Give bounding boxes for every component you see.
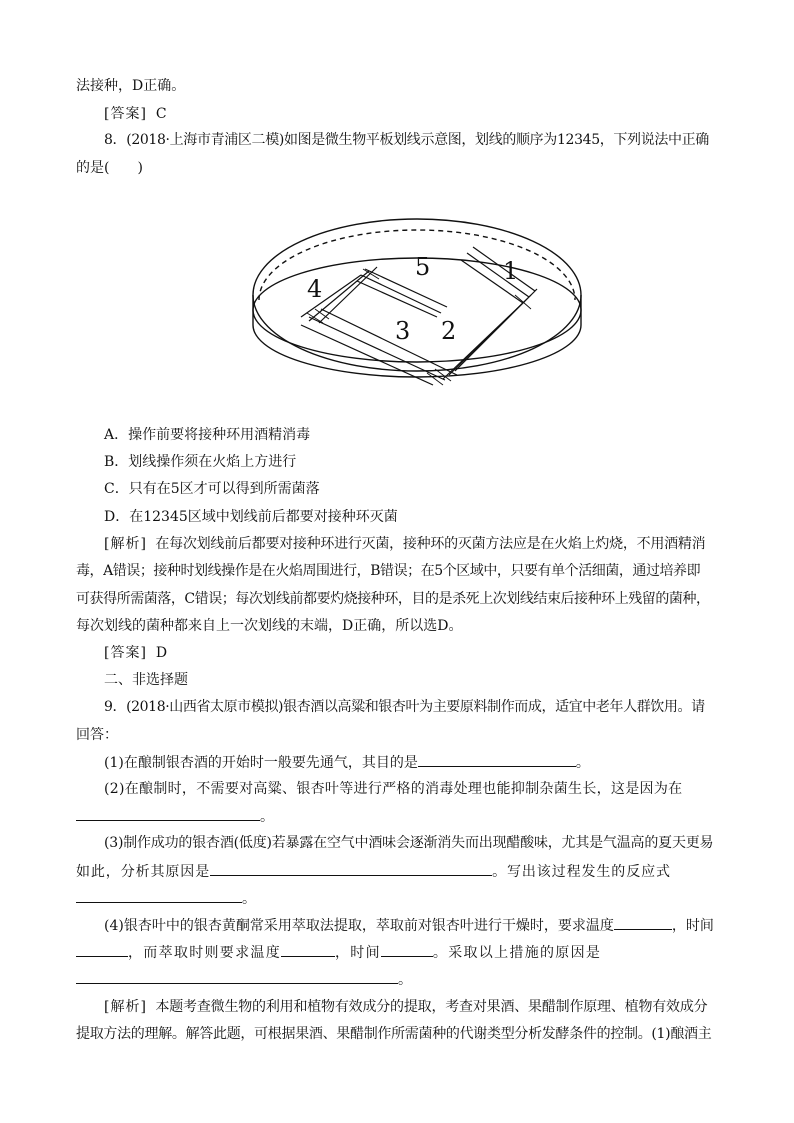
zone-label-1: 1	[503, 257, 519, 285]
question-8-line2: 的是( )	[76, 160, 143, 176]
answer-blank[interactable]	[76, 969, 398, 984]
explanation-line4: 每次划线的菌种都来自上一次划线的末端，D正确，所以选D。	[76, 618, 463, 634]
explanation-2-line1	[104, 997, 724, 1017]
sub-question-1	[104, 752, 724, 773]
answer-value: C	[155, 106, 167, 122]
sub-question-text: 如此，分析其原因是	[76, 864, 211, 880]
explanation-label: [解析]	[104, 999, 147, 1015]
explanation-text: 本题考查微生物的利用和植物有效成分的提取，考查对果酒、果醋制作原理、植物有效成分	[155, 999, 708, 1015]
streak-plate-figure	[245, 205, 590, 405]
answer-label: [答案]	[104, 106, 147, 122]
zone-label-3: 3	[395, 317, 411, 345]
option-a: A．操作前要将接种环用酒精消毒	[104, 427, 311, 443]
answer-blank[interactable]	[281, 942, 335, 957]
sub-question-text: 。采取以上措施的原因是	[432, 945, 602, 961]
question-9-line2: 回答：	[76, 727, 118, 743]
sub-question-2-blank-line	[76, 806, 726, 827]
sub-question-text: ，而萃取时则要求温度	[128, 945, 281, 961]
punctuation: 。	[398, 972, 412, 988]
sub-question-text: (1)在酿制银杏酒的开始时一般要先通气，其目的是	[104, 755, 418, 771]
explanation-2-line2: 提取方法的理解。解答此题，可根据果酒、果醋制作所需菌种的代谢类型分析发酵条件的控制。(1)酿酒主	[76, 1026, 712, 1042]
answer-blank[interactable]	[76, 888, 242, 903]
answer-label: [答案]	[104, 645, 147, 661]
option-d: D．在12345区域中划线前后都要对接种环灭菌	[104, 509, 398, 525]
answer-blank[interactable]	[418, 752, 576, 767]
explanation-text: 在每次划线前后都要对接种环进行灭菌，接种环的灭菌方法应是在火焰上灼烧，不用酒精消	[155, 536, 706, 552]
text-line: 法接种，D正确。	[76, 78, 186, 94]
option-c: C．只有在5区才可以得到所需菌落	[104, 481, 320, 497]
answer-blank[interactable]	[381, 942, 433, 957]
answer-blank[interactable]	[614, 915, 672, 930]
section-heading: 二、非选择题	[104, 672, 188, 688]
answer-line	[104, 643, 724, 663]
sub-question-text: ，时间	[671, 918, 714, 934]
sub-question-4	[104, 915, 724, 936]
zone-label-2: 2	[441, 317, 457, 345]
sub-question-2: (2)在酿制时，不需要对高粱、银杏叶等进行严格的消毒处理也能抑制杂菌生长，这是因为在	[104, 781, 683, 797]
sub-question-3-line2	[76, 861, 726, 882]
sub-question-3: (3)制作成功的银杏酒(低度)若暴露在空气中酒味会逐渐消失而出现醋酸味，尤其是气温高的夏天更易	[104, 835, 714, 851]
sub-question-text: ，时间	[335, 945, 381, 961]
answer-blank[interactable]	[76, 806, 260, 821]
zone-label-4: 4	[307, 275, 323, 303]
answer-blank[interactable]	[76, 942, 128, 957]
question-9-line1: 9．(2018·山西省太原市模拟)银杏酒以高粱和银杏叶为主要原料制作而成，适宜中老年人群饮用。请	[104, 699, 705, 715]
punctuation: 。	[260, 809, 274, 825]
explanation-label: [解析]	[104, 536, 147, 552]
question-8-line1: 8．(2018·上海市青浦区二模)如图是微生物平板划线示意图，划线的顺序为12345，下列说法中正确	[104, 132, 709, 148]
zone-label-5: 5	[415, 253, 431, 281]
option-b: B．划线操作须在火焰上方进行	[104, 454, 297, 470]
sub-question-4-line3	[76, 969, 726, 990]
answer-value: D	[155, 645, 168, 661]
sub-question-text: 。写出该过程发生的反应式	[492, 864, 671, 880]
punctuation: 。	[575, 755, 590, 771]
explanation-line2: 毒，A错误；接种时划线操作是在火焰周围进行，B错误；在5个区域中，只要有单个活细菌，通过培养即	[76, 563, 701, 579]
sub-question-text: (4)银杏叶中的银杏黄酮常采用萃取法提取，萃取前对银杏叶进行干燥时，要求温度	[104, 918, 614, 934]
explanation-line3: 可获得所需菌落，C错误；每次划线前都要灼烧接种环，目的是杀死上次划线结束后接种环上残留的菌种，	[76, 591, 710, 607]
sub-question-3-line3	[76, 888, 726, 909]
explanation-line1	[104, 534, 724, 554]
answer-blank[interactable]	[210, 861, 492, 876]
answer-line	[104, 104, 724, 124]
sub-question-4-line2	[76, 942, 726, 963]
punctuation: 。	[242, 891, 256, 907]
